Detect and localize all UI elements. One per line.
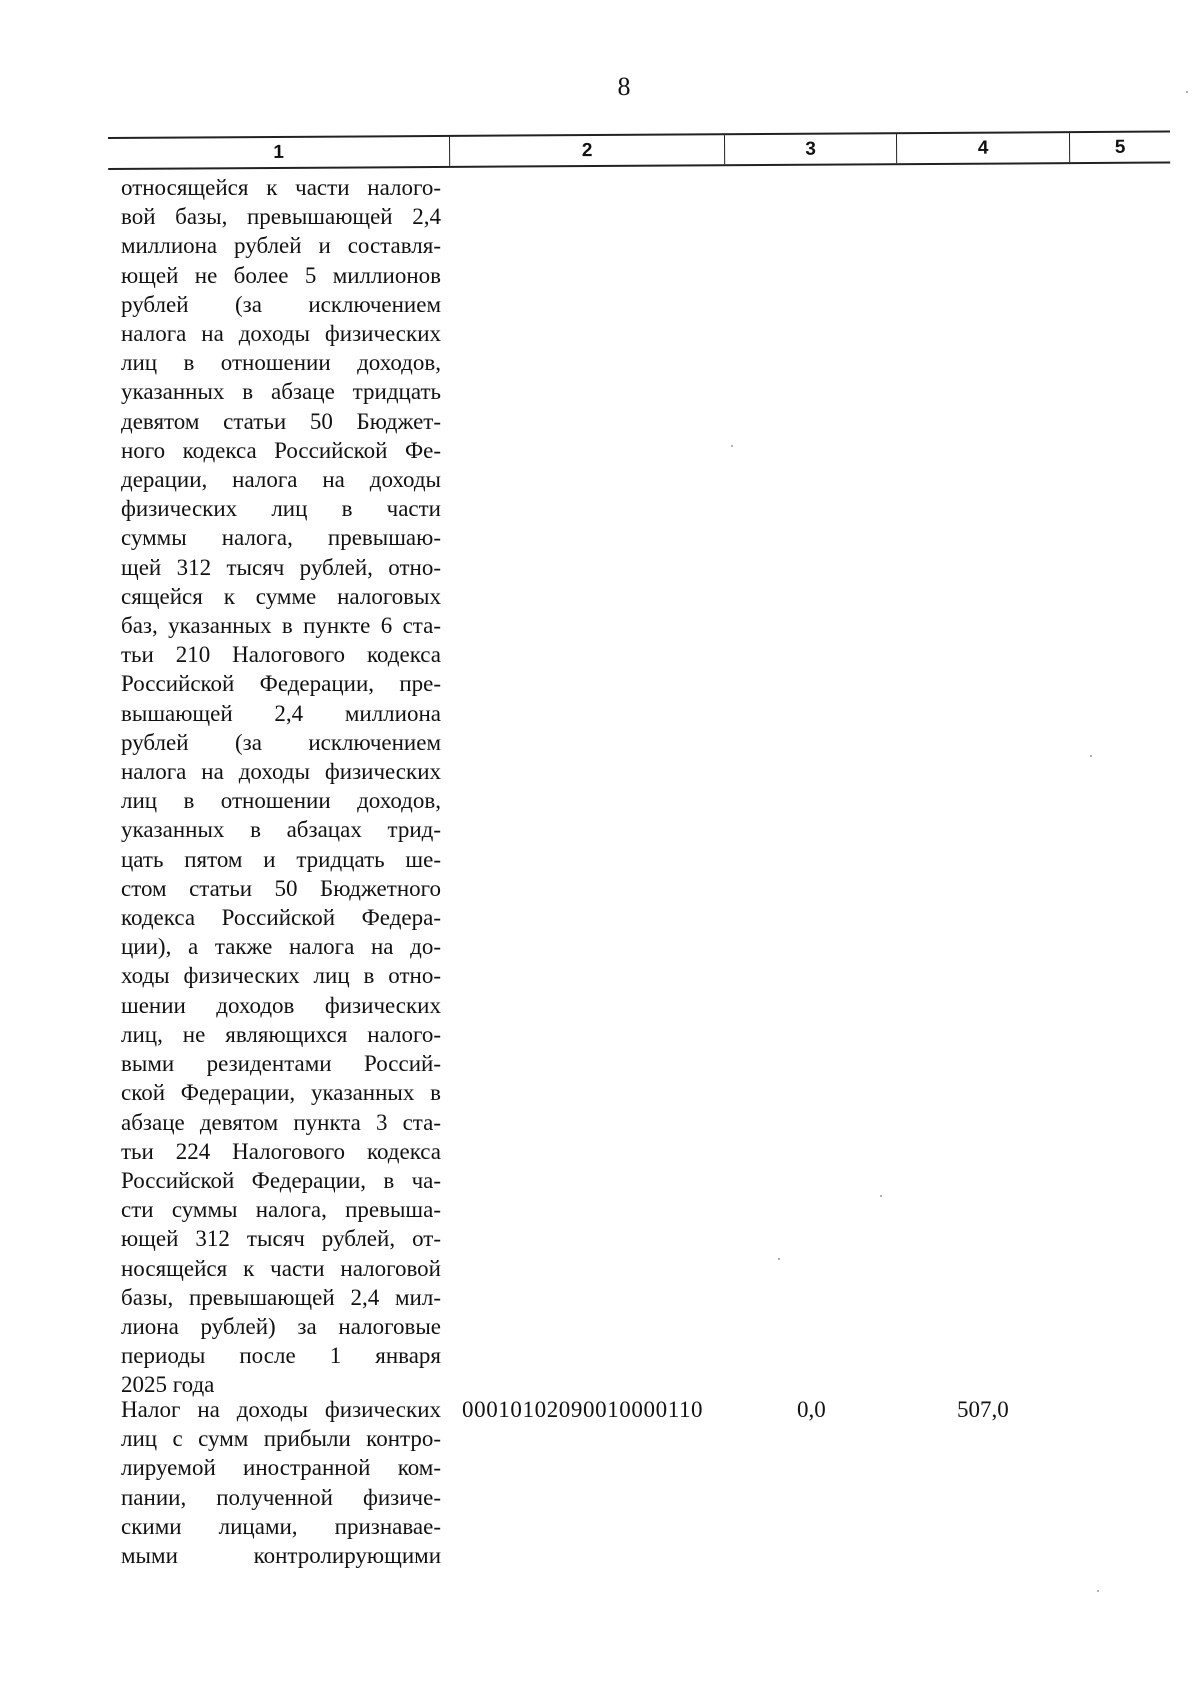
scan-speck	[731, 445, 733, 447]
text-line: лиц в отношении доходов,	[121, 350, 441, 376]
text-line: ного кодекса Российской Фе-	[121, 437, 441, 463]
text-line: Российской Федерации, пре-	[121, 671, 441, 697]
text-line: баз, указанных в пункте 6 ста-	[121, 613, 441, 639]
scan-speck	[778, 1258, 780, 1260]
text-line: 2025 года	[121, 1372, 215, 1398]
text-line: скими лицами, признавае-	[121, 1513, 441, 1539]
text-line: дерации, налога на доходы	[121, 467, 441, 493]
header-cell-2: 2	[450, 135, 725, 166]
new-row-col3-value: 0,0	[797, 1397, 826, 1422]
text-line: абзаце девятом пункта 3 ста-	[121, 1109, 441, 1135]
text-line: периоды после 1 января	[121, 1343, 441, 1369]
text-line: ющей 312 тысяч рублей, от-	[121, 1226, 441, 1252]
page-number: 8	[617, 72, 631, 101]
text-line: тьи 210 Налогового кодекса	[121, 642, 441, 668]
new-row-code: 00010102090010000110	[462, 1397, 704, 1422]
text-line: выми резидентами Россий-	[121, 1051, 441, 1077]
scan-speck	[1186, 91, 1188, 93]
text-line: мыми контролирующими	[121, 1543, 441, 1569]
text-line: кодекса Российской Федера-	[121, 905, 441, 931]
text-line: пании, полученной физиче-	[121, 1484, 441, 1510]
header-cell-4: 4	[897, 133, 1070, 163]
text-line: лиона рублей) за налоговые	[121, 1313, 441, 1339]
text-line: носящейся к части налоговой	[121, 1255, 441, 1281]
text-line: ющей не более 5 миллионов	[121, 262, 441, 288]
text-line: физических лиц в части	[121, 496, 441, 522]
text-line: сти суммы налога, превыша-	[121, 1197, 441, 1223]
text-line: тьи 224 Налогового кодекса	[121, 1138, 441, 1164]
text-line: цать пятом и тридцать ше-	[121, 846, 441, 872]
text-line: девятом статьи 50 Бюджет-	[121, 408, 441, 434]
text-line: вышающей 2,4 миллиона	[121, 700, 441, 726]
text-line: относящейся к части налого-	[121, 175, 441, 200]
text-line: налога на доходы физических	[121, 321, 441, 347]
continued-row-description	[121, 173, 441, 1400]
text-line: миллиона рублей и составля-	[121, 233, 441, 259]
scan-speck	[880, 1195, 882, 1197]
new-row-description	[121, 1395, 441, 1570]
text-line: сящейся к сумме налоговых	[121, 583, 441, 609]
text-line: вой базы, превышающей 2,4	[121, 204, 441, 230]
text-line: щей 312 тысяч рублей, отно-	[121, 554, 441, 580]
header-cell-1: 1	[108, 137, 450, 168]
header-cell-3: 3	[725, 134, 897, 164]
header-cell-5: 5	[1114, 136, 1126, 158]
scan-speck	[1097, 1590, 1099, 1592]
text-line: стом статьи 50 Бюджетного	[121, 875, 441, 901]
text-line: Налог на доходы физических	[121, 1397, 441, 1422]
table-header-row	[108, 131, 1170, 170]
text-line: указанных в абзаце тридцать	[121, 379, 441, 405]
text-line: ходы физических лиц в отно-	[121, 963, 441, 989]
text-line: ской Федерации, указанных в	[121, 1080, 441, 1106]
text-line: лиц с сумм прибыли контро-	[121, 1426, 441, 1452]
text-line: налога на доходы физических	[121, 759, 441, 785]
text-line: Российской Федерации, в ча-	[121, 1167, 441, 1193]
text-line: рублей (за исключением	[121, 729, 441, 755]
text-line: лиц, не являющихся налого-	[121, 1021, 441, 1047]
text-line: суммы налога, превышаю-	[121, 525, 441, 551]
text-line: лиц в отношении доходов,	[121, 788, 441, 814]
text-line: указанных в абзацах трид-	[121, 817, 441, 843]
text-line: базы, превышающей 2,4 мил-	[121, 1284, 441, 1310]
scan-speck	[1090, 755, 1092, 757]
text-line: шении доходов физических	[121, 992, 441, 1018]
text-line: лируемой иностранной ком-	[121, 1455, 441, 1481]
text-line: ции), а также налога на до-	[121, 934, 441, 960]
new-row-col4-value: 507,0	[957, 1397, 1009, 1422]
text-line: рублей (за исключением	[121, 291, 441, 317]
